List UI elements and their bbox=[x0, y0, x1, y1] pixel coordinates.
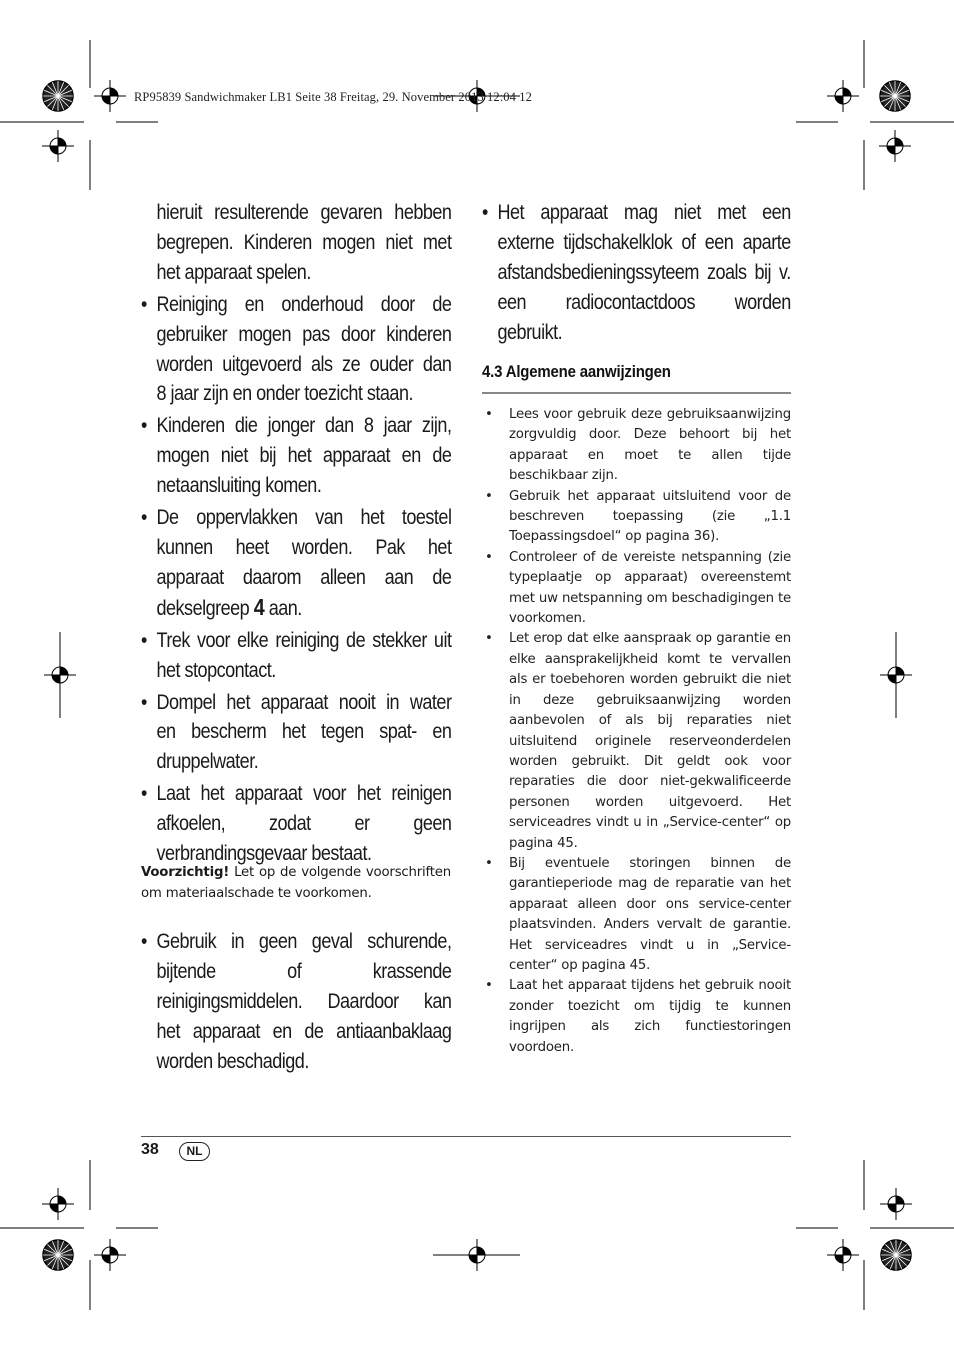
text-line: Het apparaat mag niet met een bbox=[497, 201, 791, 224]
left-column-bottom bbox=[141, 927, 502, 1078]
bullet-icon: • bbox=[141, 414, 147, 438]
bullet-icon: • bbox=[485, 549, 493, 565]
bullet-icon: • bbox=[141, 506, 147, 530]
bullet-icon: • bbox=[141, 930, 147, 953]
text-line: gebruikt. bbox=[497, 320, 563, 344]
text-line: bijtende of krassende bbox=[156, 959, 452, 983]
text-line bbox=[156, 593, 451, 624]
bullet-item bbox=[141, 927, 451, 1077]
bullet-icon: • bbox=[485, 855, 493, 871]
list-item-text: Lees voor gebruik deze gebruiksaanwijzing zorgvuldig door. Deze behoort bij het apparaat en moet te allen tijde beschikbaar zijn. bbox=[509, 407, 791, 484]
text-line: reinigingsmiddelen. Daardoor kan bbox=[156, 989, 452, 1013]
list-item-text: Let erop dat elke aanspraak op garantie en elke aansprakelijkheid komt te vervallen als er toebehoren worden gebruikt die niet in deze gebruiksaanwijzing worden aanbevolen of als bij reparaties niet uitsluitend originele reserveonderdelen worden gebruikt. Dit geldt ook voor reparaties die door niet-gekwalificeerde personen worden uitgevoerd. Het serviceadres vindt u in „Service-center“ op pagina 45. bbox=[509, 631, 791, 851]
text-line: begrepen. Kinderen mogen niet met bbox=[156, 230, 452, 254]
list-item bbox=[482, 976, 791, 1058]
text-line: het apparaat en de antiaanbaklaag bbox=[156, 1019, 452, 1043]
print-slug: RP95839 Sandwichmaker LB1 Seite 38 Freitag, 29. November 2013 12:04 12 bbox=[134, 90, 532, 104]
text-line: apparaat daarom alleen aan de bbox=[156, 565, 452, 589]
bullet-icon: • bbox=[141, 782, 147, 806]
bullet-icon: • bbox=[485, 631, 493, 647]
list-item bbox=[482, 629, 791, 853]
footer-divider bbox=[141, 1136, 791, 1137]
bullet-icon: • bbox=[485, 488, 493, 504]
caution-text: Let op de volgende voorschriften om materiaalschade te voorkomen. bbox=[141, 865, 451, 901]
caution-note bbox=[141, 863, 451, 904]
text-line: afstandsbedieningssyteem zoals bij v. bbox=[497, 260, 791, 284]
text-fragment: aan. bbox=[264, 596, 302, 620]
text-line: De oppervlakken van het toestel bbox=[156, 506, 452, 530]
text-line: Dompel het apparaat nooit in water bbox=[156, 690, 452, 714]
section-heading: 4.3 Algemene aanwijzingen bbox=[482, 362, 671, 381]
text-line: een radiocontactdoos worden bbox=[497, 290, 791, 314]
text-line: netaansluiting komen. bbox=[156, 474, 322, 498]
bullet-item bbox=[141, 503, 451, 624]
text-line: verbrandingsgevaar bestaat. bbox=[156, 842, 372, 866]
bullet-icon: • bbox=[141, 690, 147, 714]
list-item bbox=[482, 854, 791, 976]
text-line: het apparaat spelen. bbox=[156, 260, 311, 284]
list-item-text: Controleer of de vereiste netspanning (zie typeplaatje op apparaat) overeenstemt met uw netspanning om beschadigingen te voorkomen. bbox=[509, 549, 791, 627]
text-fragment: dekselgreep bbox=[156, 596, 254, 620]
text-line: gebruiker mogen pas door kinderen bbox=[156, 322, 452, 346]
text-line: Kinderen die jonger dan 8 jaar zijn, bbox=[156, 414, 452, 438]
text-line: druppelwater. bbox=[156, 750, 259, 774]
bullet-icon: • bbox=[485, 978, 493, 994]
left-column bbox=[141, 198, 502, 870]
intro-paragraph bbox=[156, 198, 451, 288]
caution-label: Voorzichtig! bbox=[141, 865, 230, 880]
text-line: afkoelen, zodat er geen bbox=[156, 812, 452, 836]
list-item-text: Laat het apparaat tijdens het gebruik nooit zonder toezicht om tijdig te kunnen ingrijpen als zich functiestoringen voordoen. bbox=[509, 978, 791, 1055]
section-divider bbox=[482, 392, 791, 394]
list-item-text: Bij eventuele storingen binnen de garantieperiode mag de reparatie van het apparaat alleen door ons service-center plaatsvinden. Anders vervalt de garantie. Het serviceadres vindt u in „Service-center“ op pagina 45. bbox=[509, 855, 791, 973]
text-line: Laat het apparaat voor het reinigen bbox=[156, 782, 452, 806]
list-item bbox=[482, 405, 791, 487]
text-line: Gebruik in geen geval schurende, bbox=[156, 930, 452, 953]
list-item-text: Gebruik het apparaat uitsluitend voor de beschreven toepassing (zie „1.1 Toepassingsdoel“ op pagina 36). bbox=[509, 488, 791, 545]
bullet-icon: • bbox=[141, 628, 147, 652]
right-column-top bbox=[482, 198, 841, 349]
text-line: mogen niet bij het apparaat en de bbox=[156, 444, 452, 468]
part-number: 4 bbox=[253, 593, 265, 620]
general-instructions-list bbox=[482, 405, 791, 1058]
language-badge: NL bbox=[179, 1142, 210, 1161]
bullet-item bbox=[141, 411, 451, 501]
bullet-icon: • bbox=[485, 407, 493, 422]
text-line: het stopcontact. bbox=[156, 658, 276, 682]
bullet-item bbox=[141, 779, 451, 869]
list-item bbox=[482, 487, 791, 548]
text-line: worden uitgevoerd als ze ouder dan bbox=[156, 352, 452, 376]
text-line: kunnen heet worden. Pak het bbox=[156, 535, 452, 559]
list-item bbox=[482, 548, 791, 630]
text-line: en bescherm het tegen spat- en bbox=[156, 720, 452, 744]
bullet-item bbox=[141, 626, 451, 686]
text-line: hieruit resulterende gevaren hebben bbox=[156, 201, 452, 224]
text-line: Trek voor elke reiniging de stekker uit bbox=[156, 628, 452, 652]
bullet-icon: • bbox=[141, 292, 147, 316]
text-line: externe tijdschakelklok of een aparte bbox=[497, 230, 791, 254]
text-line: 8 jaar zijn en onder toezicht staan. bbox=[156, 382, 413, 406]
bullet-item bbox=[141, 688, 451, 778]
text-line: Reiniging en onderhoud door de bbox=[156, 292, 452, 316]
bullet-item bbox=[141, 290, 451, 410]
bullet-icon: • bbox=[482, 201, 488, 224]
text-line: worden beschadigd. bbox=[156, 1049, 309, 1073]
page-number: 38 bbox=[141, 1141, 159, 1158]
bullet-item bbox=[482, 198, 791, 348]
